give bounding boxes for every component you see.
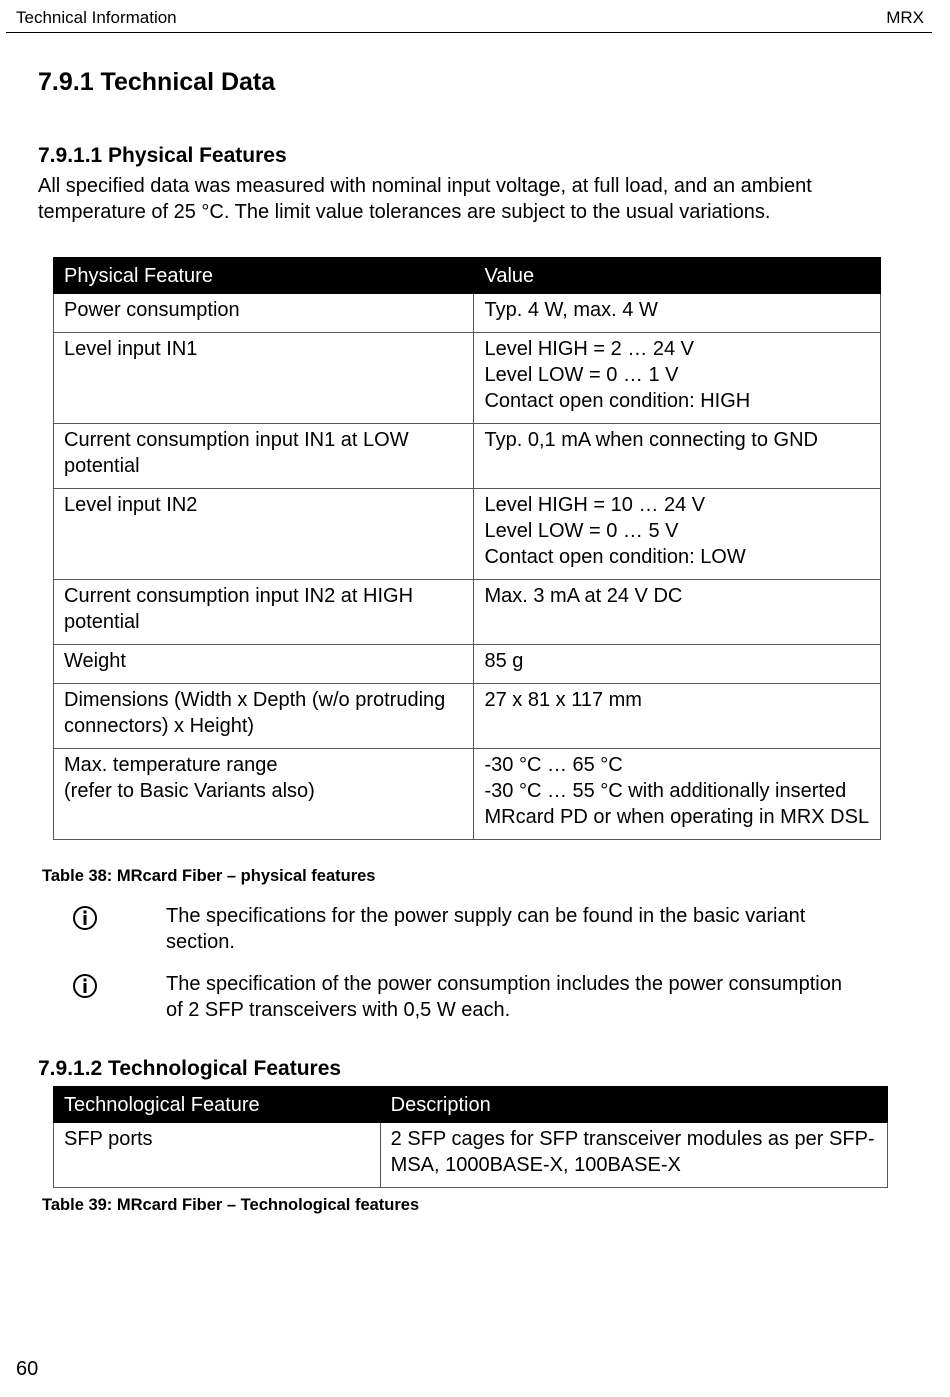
- cell-text: Level HIGH = 10 … 24 V: [484, 494, 706, 516]
- header-product: MRX: [886, 8, 924, 27]
- page-number: 60: [16, 1358, 39, 1380]
- feature-cell: [54, 424, 474, 489]
- cell-text: SFP ports: [64, 1128, 153, 1150]
- cell-text: Level LOW = 0 … 1 V: [484, 364, 679, 386]
- value-cell: [474, 424, 881, 489]
- physical-features-table: [53, 257, 881, 840]
- value-cell: [474, 684, 881, 749]
- table-row: [54, 333, 881, 424]
- cell-text: -30 °C … 65 °C: [484, 754, 623, 776]
- cell-text: Current consumption input IN1 at LOW potential: [64, 429, 409, 477]
- column-header-value: Value: [474, 258, 881, 294]
- feature-cell: [54, 684, 474, 749]
- column-header-feature: Physical Feature: [54, 258, 474, 294]
- page-header: [6, 0, 932, 33]
- cell-text: 85 g: [484, 650, 524, 672]
- value-cell: [474, 645, 881, 684]
- table-row: [54, 489, 881, 580]
- table-row: [54, 1123, 888, 1188]
- feature-cell: [54, 333, 474, 424]
- cell-text: Level LOW = 0 … 5 V: [484, 520, 679, 542]
- feature-cell: [54, 580, 474, 645]
- note-text: The specification of the power consumption includes the power consumption of 2 SFP transceivers with 0,5 W each.: [166, 973, 842, 1021]
- cell-text: Contact open condition: HIGH: [484, 390, 751, 412]
- cell-text: Contact open condition: LOW: [484, 546, 746, 568]
- table-39-caption: Table 39: MRcard Fiber – Technological features: [42, 1196, 420, 1214]
- table-header-row: [54, 258, 881, 294]
- cell-text: 2 SFP cages for SFP transceiver modules as per SFP-MSA, 1000BASE-X, 100BASE-X: [390, 1128, 875, 1176]
- section-heading-technological: 7.9.1.2 Technological Features: [38, 1057, 342, 1080]
- column-header-feature: Technological Feature: [54, 1087, 381, 1123]
- cell-text: Weight: [64, 650, 126, 672]
- cell-text: -30 °C … 55 °C with additionally inserted MRcard PD or when operating in MRX DSL: [484, 780, 870, 828]
- info-icon: [72, 973, 98, 999]
- table-row: [54, 294, 881, 333]
- value-cell: [474, 749, 881, 840]
- value-cell: [474, 333, 881, 424]
- cell-text: Max. 3 mA at 24 V DC: [484, 585, 683, 607]
- table-row: [54, 424, 881, 489]
- section-heading-physical: 7.9.1.1 Physical Features: [38, 144, 287, 167]
- cell-text: Power consumption: [64, 299, 240, 321]
- table-header-row: [54, 1087, 888, 1123]
- cell-text: 27 x 81 x 117 mm: [484, 689, 642, 711]
- header-title: Technical Information: [16, 8, 177, 27]
- value-cell: [474, 489, 881, 580]
- intro-paragraph: All specified data was measured with nominal input voltage, at full load, and an ambient temperature of 25 °C. The limit value tolerances are subject to the usual variations.: [38, 175, 812, 223]
- feature-cell: [54, 645, 474, 684]
- table-38-caption: Table 38: MRcard Fiber – physical features: [42, 867, 376, 885]
- cell-text: Typ. 4 W, max. 4 W: [484, 299, 658, 321]
- cell-text: Typ. 0,1 mA when connecting to GND: [484, 429, 818, 451]
- value-cell: [380, 1123, 887, 1188]
- value-cell: [474, 580, 881, 645]
- note-text: The specifications for the power supply can be found in the basic variant section.: [166, 905, 806, 953]
- feature-cell: [54, 749, 474, 840]
- table-row: [54, 580, 881, 645]
- feature-cell: [54, 489, 474, 580]
- table-row: [54, 684, 881, 749]
- feature-cell: [54, 294, 474, 333]
- page-title: 7.9.1 Technical Data: [38, 68, 276, 96]
- table-row: [54, 645, 881, 684]
- info-icon: [72, 905, 98, 931]
- cell-text: Level HIGH = 2 … 24 V: [484, 338, 695, 360]
- value-cell: [474, 294, 881, 333]
- table-row: [54, 749, 881, 840]
- cell-text: (refer to Basic Variants also): [64, 780, 315, 802]
- cell-text: Max. temperature range: [64, 754, 278, 776]
- cell-text: Current consumption input IN2 at HIGH potential: [64, 585, 414, 633]
- column-header-description: Description: [380, 1087, 887, 1123]
- cell-text: Dimensions (Width x Depth (w/o protruding connectors) x Height): [64, 689, 446, 737]
- feature-cell: [54, 1123, 381, 1188]
- cell-text: Level input IN2: [64, 494, 198, 516]
- cell-text: Level input IN1: [64, 338, 198, 360]
- technological-features-table: [53, 1086, 888, 1188]
